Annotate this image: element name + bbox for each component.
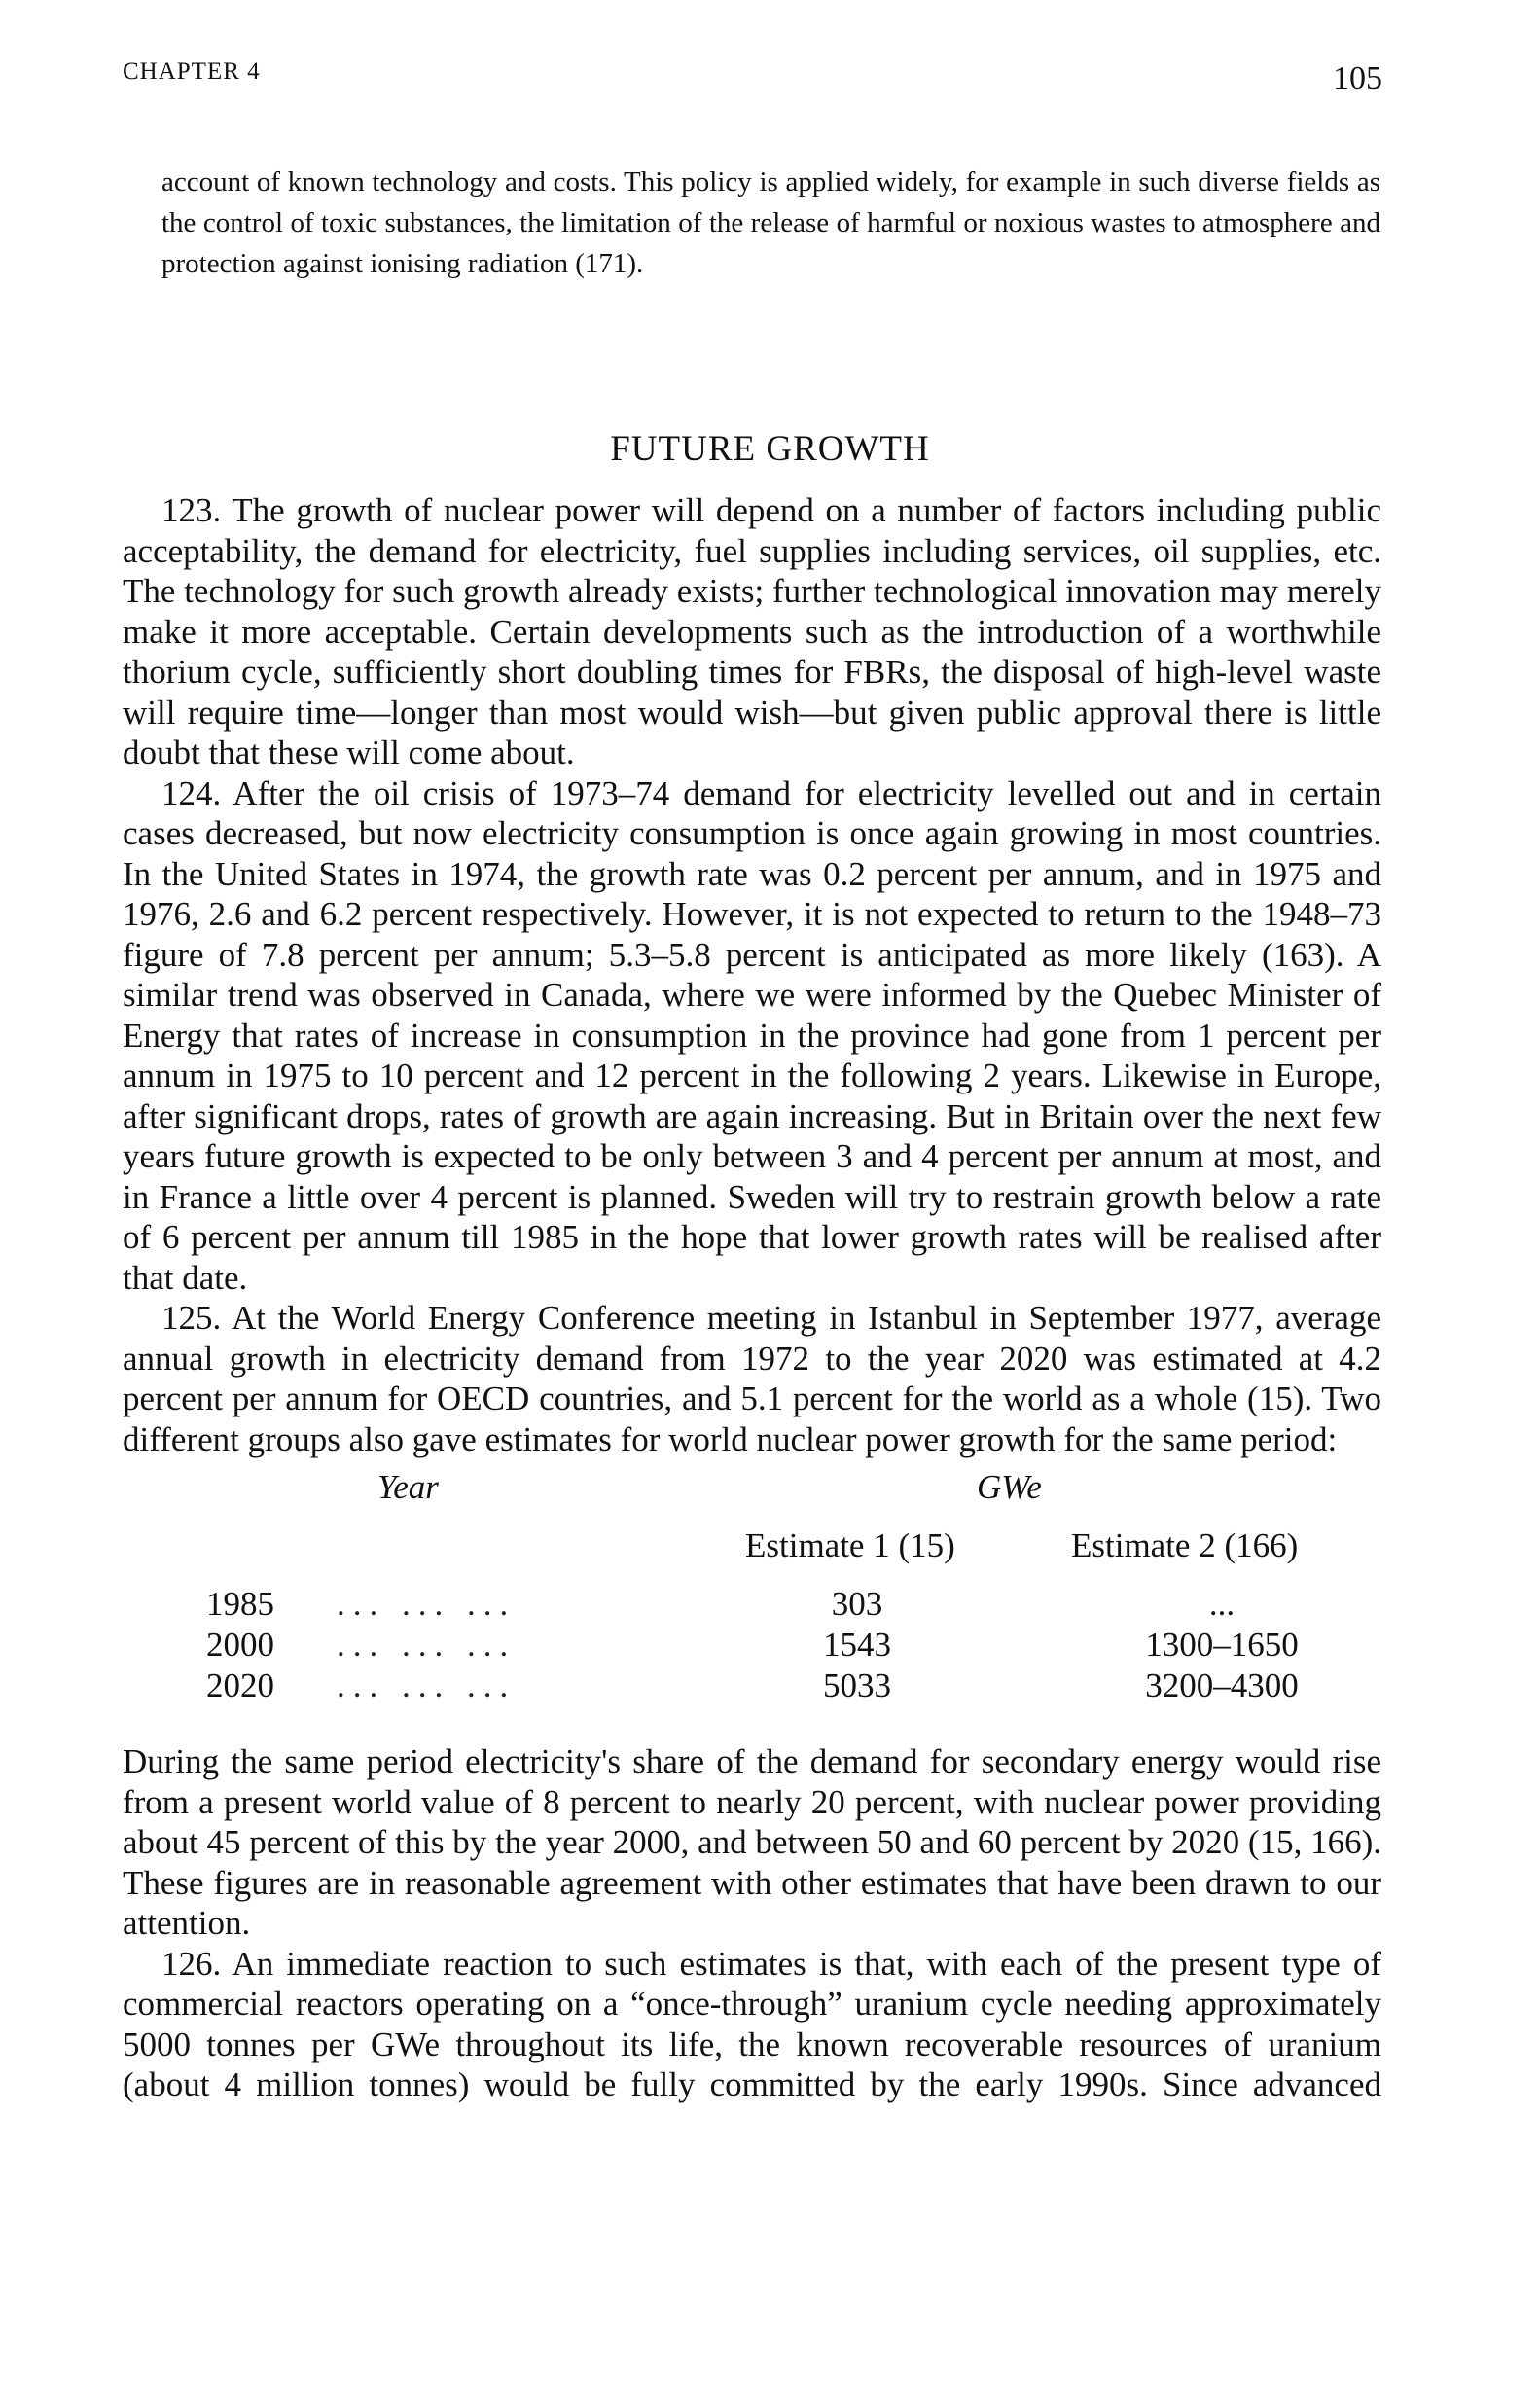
column-header-estimate-1: Estimate 1 (15) [745,1526,955,1564]
paragraph-123: 123. The growth of nuclear power will depend on a number of factors including public acceptability, the demand for electricity, fuel supplies including services, oil supplies, etc. The technology for such growth already exists; further technological innovation may merely make it more acceptable. Certain developments such as the introduction of a worthwhile thorium cycle, sufficiently short doubling times for FBRs, the disposal of high-level waste will require time—longer than most would wish—but given public approval there is little doubt that these will come about. [123,491,1381,771]
table-leader-dots: ... ... ... [337,1585,517,1623]
table-cell-year: 1985 [206,1585,274,1623]
running-head-chapter: CHAPTER 4 [123,58,261,85]
table-cell-estimate-1: 5033 [823,1667,891,1704]
column-header-gwe: GWe [977,1468,1042,1506]
column-header-estimate-2: Estimate 2 (166) [1071,1526,1299,1564]
paragraph-124: 124. After the oil crisis of 1973–74 demand for electricity levelled out and in certain cases decreased, but now electricity consumption is once again growing in most countries. In the United States in 1974, the growth rate was 0.2 percent per annum, and in 1975 and 1976, 2.6 and 6.2 percent respectively. However, it is not expected to return to the 1948–73 figure of 7.8 percent per annum; 5.3–5.8 percent is anticipated as more likely (163). A similar trend was observed in Canada, where we were informed by the Quebec Minister of Energy that rates of increase in consumption in the province had gone from 1 percent per annum in 1975 to 10 percent and 12 percent in the following 2 years. Likewise in Europe, after significant drops, rates of growth are again increasing. But in Britain over the next few years future growth is expected to be only between 3 and 4 percent per annum at most, and in France a little over 4 percent is planned. Sweden will try to restrain growth below a rate of 6 percent per annum till 1985 in the hope that lower growth rates will be realised after that date. [123,773,1381,1297]
table-leader-dots: ... ... ... [337,1667,517,1704]
table-cell-year: 2020 [206,1667,274,1704]
table-row [123,1584,1381,1623]
nuclear-growth-estimate-table [123,1459,1381,1741]
intro-paragraph-block [161,161,1380,284]
table-row [123,1666,1381,1704]
body-text [123,490,1381,2105]
column-header-year: Year [377,1468,439,1506]
paragraph-126: 126. An immediate reaction to such estimates is that, with each of the present type of commercial reactors operating on a “once-through” uranium cycle needing approximately 5000 tonnes per GWe throughout its life, the known recoverable resources of uranium (about 4 million tonnes) would be fully committed by the early 1990s. Since advanced [123,1944,1381,2103]
page-number: 105 [1333,60,1382,96]
table-cell-estimate-2: 1300–1650 [1145,1626,1299,1664]
table-leader-dots: ... ... ... [337,1626,517,1664]
table-row [123,1625,1381,1664]
intro-paragraph: account of known technology and costs. This policy is applied widely, for example in such diverse fields as the control of toxic substances, the limitation of the release of harmful or noxious wastes to atmosphere and protection against ionising radiation (171). [161,166,1380,279]
table-cell-estimate-2: ... [1208,1585,1236,1623]
paragraph-125: 125. At the World Energy Conference meeting in Istanbul in September 1977, average annual growth in electricity demand from 1972 to the year 2020 was estimated at 4.2 percent per annum for OECD countries, and 5.1 percent for the world as a whole (15). Two different groups also gave estimates for world nuclear power growth for the same period: [123,1299,1381,1458]
table-cell-estimate-1: 303 [831,1585,883,1623]
table-cell-estimate-2: 3200–4300 [1145,1667,1299,1704]
section-heading: FUTURE GROWTH [610,429,930,469]
table-cell-estimate-1: 1543 [823,1626,891,1664]
table-cell-year: 2000 [206,1626,274,1664]
paragraph-125-continued: During the same period electricity's share of the demand for secondary energy would rise from a present world value of 8 percent to nearly 20 percent, with nuclear power providing about 45 percent of this by the year 2000, and between 50 and 60 percent by 2020 (15, 166). These figures are in reasonable agreement with other estimates that have been drawn to our attention. [123,1742,1381,1942]
